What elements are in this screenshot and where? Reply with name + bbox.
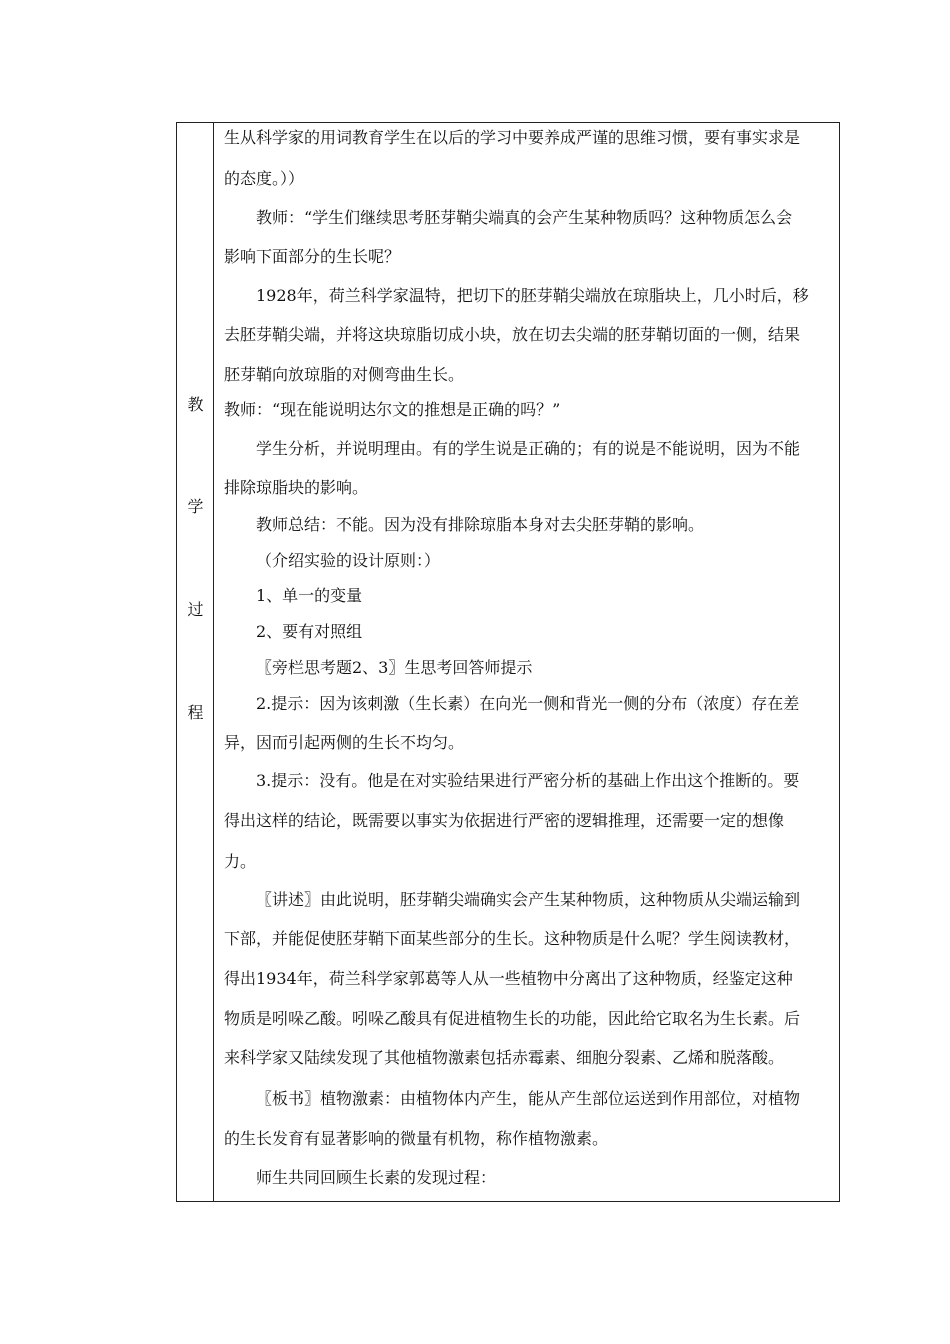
text-line: 力。 <box>224 852 257 871</box>
section-label-column <box>177 123 214 1201</box>
text-line: 学生分析，并说明理由。有的学生说是正确的；有的说是不能说明，因为不能 <box>256 439 801 458</box>
text-line: 3.提示：没有。他是在对实验结果进行严密分析的基础上作出这个推断的。要 <box>256 771 800 790</box>
text-line: （介绍实验的设计原则：） <box>256 551 441 570</box>
text-line: 2.提示：因为该刺激（生长素）在向光一侧和背光一侧的分布（浓度）存在差 <box>256 694 800 713</box>
text-line: 师生共同回顾生长素的发现过程： <box>256 1168 497 1187</box>
text-line: 教师：“学生们继续思考胚芽鞘尖端真的会产生某种物质吗？这种物质怎么会 <box>256 208 793 227</box>
text-line: 教师：“现在能说明达尔文的推想是正确的吗？” <box>224 400 561 419</box>
text-line: 1928年，荷兰科学家温特，把切下的胚芽鞘尖端放在琼脂块上，几小时后，移 <box>256 286 809 305</box>
text-line: 生从科学家的用词教育学生在以后的学习中要养成严谨的思维习惯，要有事实求是 <box>224 128 801 147</box>
content-column <box>214 123 839 1201</box>
text-line: 排除琼脂块的影响。 <box>224 478 369 497</box>
text-line: 〖板书〗植物激素：由植物体内产生，能从产生部位运送到作用部位，对植物 <box>256 1089 801 1108</box>
text-line: 2、要有对照组 <box>256 622 363 641</box>
text-line: 1、单一的变量 <box>256 586 363 605</box>
section-label-char: 学 <box>187 497 204 516</box>
text-line: 物质是吲哚乙酸。吲哚乙酸具有促进植物生长的功能，因此给它取名为生长素。后 <box>224 1009 801 1028</box>
text-line: 去胚芽鞘尖端，并将这块琼脂切成小块，放在切去尖端的胚芽鞘切面的一侧，结果 <box>224 325 801 344</box>
text-line: 影响下面部分的生长呢？ <box>224 247 401 266</box>
text-line: 得出1934年，荷兰科学家郭葛等人从一些植物中分离出了这种物质，经鉴定这种 <box>224 969 793 988</box>
text-line: 下部，并能促使胚芽鞘下面某些部分的生长。这种物质是什么呢？学生阅读教材， <box>224 929 801 948</box>
text-line: 的生长发育有显著影响的微量有机物，称作植物激素。 <box>224 1129 609 1148</box>
text-line: 〖旁栏思考题2、3〗生思考回答师提示 <box>256 658 533 677</box>
text-line: 异，因而引起两侧的生长不均匀。 <box>224 733 465 752</box>
text-line: 教师总结：不能。因为没有排除琼脂本身对去尖胚芽鞘的影响。 <box>256 515 705 534</box>
section-label-char: 程 <box>187 703 204 722</box>
section-label-char: 教 <box>187 395 204 414</box>
text-line: 胚芽鞘向放琼脂的对侧弯曲生长。 <box>224 365 465 384</box>
text-line: 来科学家又陆续发现了其他植物激素包括赤霉素、细胞分裂素、乙烯和脱落酸。 <box>224 1048 785 1067</box>
section-label-char: 过 <box>187 600 204 619</box>
text-line: 〖讲述〗由此说明，胚芽鞘尖端确实会产生某种物质，这种物质从尖端运输到 <box>256 890 801 909</box>
lesson-table <box>176 122 840 1202</box>
text-line: 的态度。）） <box>224 169 305 188</box>
text-line: 得出这样的结论，既需要以事实为依据进行严密的逻辑推理，还需要一定的想像 <box>224 811 785 830</box>
